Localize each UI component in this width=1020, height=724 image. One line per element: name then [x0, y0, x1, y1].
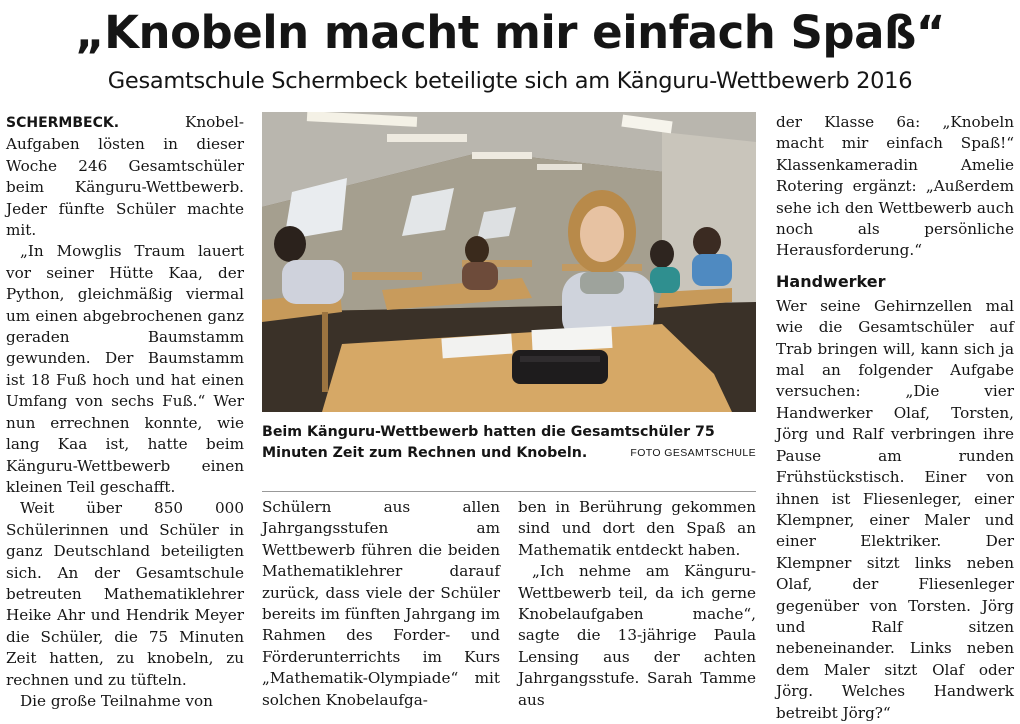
article-column-4 — [776, 112, 1014, 724]
paragraph: Weit über 850 000 Schülerinnen und Schüler in ganz Deutschland beteiligten sich. An der Gesamtschule betreuten Mathematiklehrer Heike Ahr und Hendrik Meyer die Schüler, die 75 Minuten Zeit hatten, zu knobeln, zu rechnen und zu tüfteln. — [6, 499, 244, 689]
paragraph: Wer seine Gehirnzellen mal wie die Gesamtschüler auf Trab bringen will, kann sich ja mal an folgender Aufgabe versuchen: „Die vier Handwerker Olaf, Torsten, Jörg und Ralf verbringen ihre Pause am runden Frühstückstisch. Einer von ihnen ist Fliesenleger, einer Klempner, einer Maler und einer Elektriker. Der Klempner sitzt links neben Olaf, der Fliesenleger gegenüber von Torsten. Jörg und Ralf sitzen nebeneinander. Links neben dem Maler sitzt Olaf oder Jörg. Welches Handwerk betreibt Jörg?“ — [776, 296, 1014, 722]
caption-text: Beim Känguru-Wettbewerb hatten die Gesamtschüler 75 Minuten Zeit zum Rechnen und Knobeln. — [262, 424, 715, 461]
paragraph: der Klasse 6a: „Knobeln macht mir einfach Spaß!“ Klassenkameradin Amelie Rotering ergänzt: „Außerdem sehe ich den Wettbewerb auch noch als persönliche Herausforderung.“ — [776, 113, 1014, 260]
paragraph: Schülern aus allen Jahrgangsstufen am Wettbewerb führen die beiden Mathematiklehrer darauf zurück, dass viele der Schüler bereits im fünften Jahrgang im Rahmen des Forder- und Förderunterrichts im Kurs „Mathematik-Olympiade“ mit solchen Knobelaufga- — [262, 498, 500, 709]
photo-credit: FOTO GESAMTSCHULE — [630, 447, 756, 459]
intro-text: Knobel-Aufgaben lösten in dieser Woche 246 Gesamtschüler beim Känguru-Wettbewerb. Jeder fünfte Schüler machte mit. — [6, 113, 244, 240]
classroom-photo — [262, 112, 756, 412]
subheadline: Gesamtschule Schermbeck beteiligte sich am Känguru-Wettbewerb 2016 — [107, 68, 913, 94]
paragraph-intro — [6, 112, 244, 241]
headline: „Knobeln macht mir einfach Spaß“ — [75, 6, 945, 59]
article-column-1 — [6, 112, 244, 712]
article-column-3 — [518, 497, 756, 711]
article-column-2 — [262, 497, 500, 711]
photo-caption — [262, 422, 756, 464]
dateline: SCHERMBECK. — [6, 115, 120, 131]
paragraph: ben in Berührung gekommen sind und dort den Spaß an Mathematik entdeckt haben. — [518, 498, 756, 559]
section-subhead: Handwerker — [776, 271, 886, 291]
paragraph: Die große Teilnahme von — [20, 691, 213, 710]
paragraph: „Ich nehme am Känguru-Wettbewerb teil, da ich gerne Knobelaufgaben mache“, sagte die 13-jährige Paula Lensing aus der achten Jahrgangsstufe. Sarah Tamme aus — [518, 562, 756, 709]
divider — [262, 491, 756, 492]
paragraph: „In Mowglis Traum lauert vor seiner Hütte Kaa, der Python, gleichmäßig viermal um einen abgebrochenen ganz geraden Baumstamm gewunden. Der Baumstamm ist 18 Fuß hoch und hat einen Umfang von sechs Fuß.“ Wer nun errechnen konnte, wie lang Kaa ist, hatte beim Känguru-Wettbewerb einen kleinen Teil geschafft. — [6, 242, 244, 496]
